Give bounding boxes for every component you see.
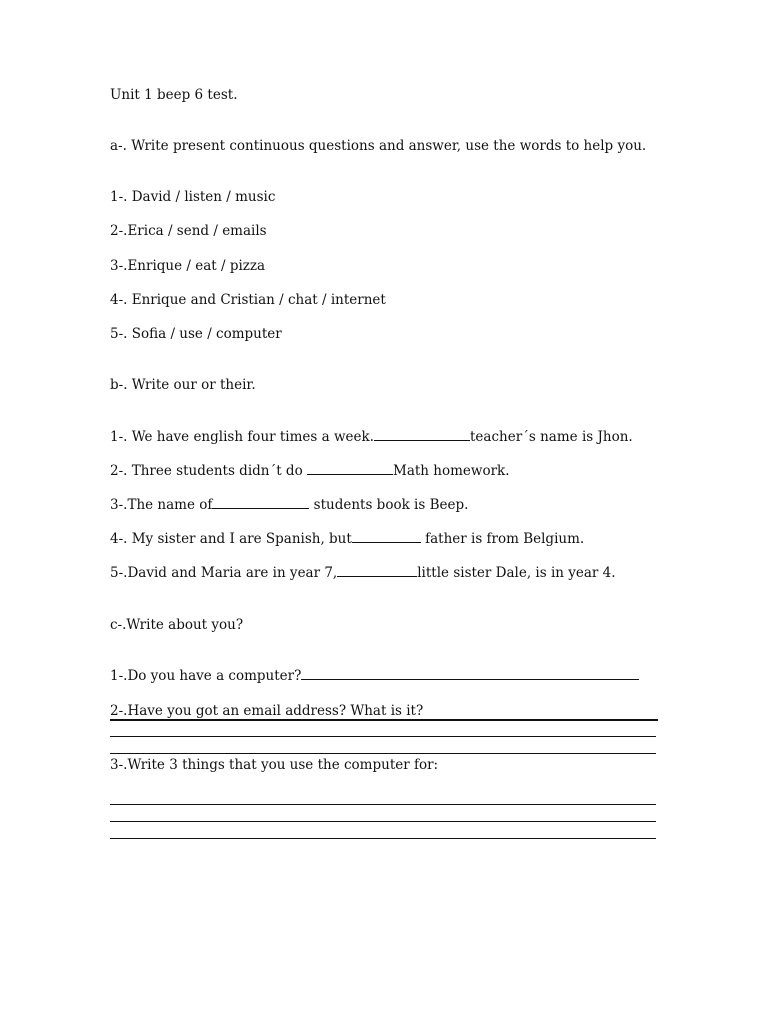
- answer-blank[interactable]: [337, 564, 417, 577]
- section-a-item: 2-.Erica / send / emails: [110, 223, 267, 239]
- section-b-item: [110, 530, 584, 548]
- answer-blank[interactable]: [212, 496, 309, 509]
- answer-line[interactable]: [110, 719, 658, 721]
- question-text: 1-.Do you have a computer?: [110, 668, 302, 684]
- sentence-end: teacher´s name is Jhon.: [469, 429, 633, 445]
- section-b-heading: b-. Write our or their.: [110, 377, 256, 393]
- sentence-end: little sister Dale, is in year 4.: [417, 565, 616, 581]
- answer-blank[interactable]: [374, 428, 470, 441]
- sentence-start: 5-.David and Maria are in year 7,: [110, 565, 338, 581]
- sentence-start: 2-. Three students didn´t do: [110, 463, 307, 479]
- section-b-item: [110, 496, 468, 514]
- answer-line[interactable]: [110, 821, 656, 822]
- answer-line[interactable]: [110, 753, 656, 754]
- answer-line[interactable]: [110, 736, 656, 737]
- section-b-item: [110, 428, 633, 446]
- sentence-end: father is from Belgium.: [420, 531, 585, 547]
- section-c-question-3: 3-.Write 3 things that you use the computer for:: [110, 757, 439, 773]
- answer-blank[interactable]: [301, 667, 639, 680]
- section-c-heading: c-.Write about you?: [110, 617, 244, 633]
- section-c-question-1: [110, 667, 639, 685]
- section-c-question-2: 2-.Have you got an email address? What is it?: [110, 703, 424, 719]
- worksheet-title: Unit 1 beep 6 test.: [110, 87, 238, 103]
- answer-line[interactable]: [110, 804, 656, 805]
- sentence-start: 3-.The name of: [110, 497, 213, 513]
- sentence-end: students book is Beep.: [309, 497, 469, 513]
- sentence-end: Math homework.: [393, 463, 510, 479]
- answer-blank[interactable]: [352, 530, 421, 543]
- section-a-heading: a-. Write present continuous questions and answer, use the words to help you.: [110, 138, 647, 154]
- section-a-item: 5-. Sofia / use / computer: [110, 326, 282, 342]
- section-b-item: [110, 564, 616, 582]
- answer-blank[interactable]: [307, 462, 393, 475]
- sentence-start: 1-. We have english four times a week.: [110, 429, 374, 445]
- answer-line[interactable]: [110, 838, 656, 839]
- section-a-item: 4-. Enrique and Cristian / chat / internet: [110, 292, 386, 308]
- sentence-start: 4-. My sister and I are Spanish, but: [110, 531, 352, 547]
- section-a-item: 1-. David / listen / music: [110, 189, 276, 205]
- section-a-item: 3-.Enrique / eat / pizza: [110, 258, 266, 274]
- section-b-item: [110, 462, 510, 480]
